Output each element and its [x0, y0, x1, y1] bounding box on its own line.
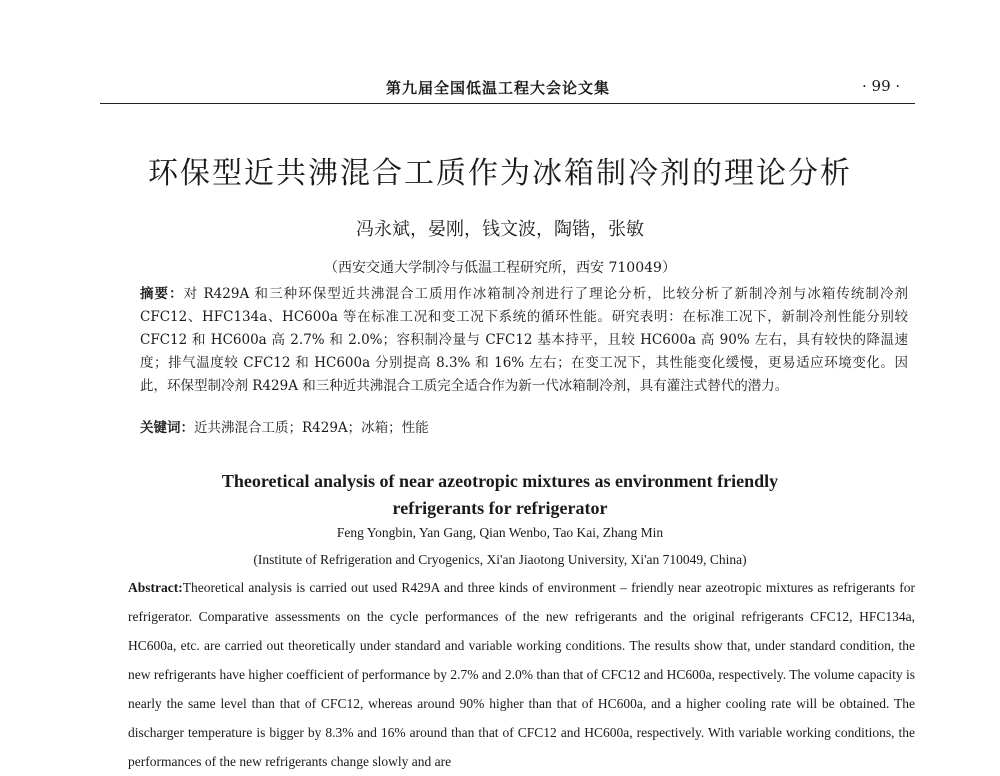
- chinese-keywords-text: 近共沸混合工质；R429A；冰箱；性能: [194, 420, 429, 436]
- chinese-affiliation: （西安交通大学制冷与低温工程研究所，西安 710049）: [324, 260, 676, 276]
- chinese-keywords: [140, 416, 429, 436]
- chinese-authors: 冯永斌，晏刚，钱文波，陶锴，张敏: [356, 219, 644, 240]
- chinese-abstract: [112, 283, 908, 398]
- english-title-line-2: refrigerants for refrigerator: [392, 498, 608, 518]
- chinese-abstract-label: 摘要：: [140, 286, 184, 302]
- english-abstract-label: Abstract:: [128, 580, 183, 595]
- page-number: · 99 ·: [862, 77, 901, 95]
- header-rule: [100, 103, 915, 104]
- journal-title: 第九届全国低温工程大会论文集: [386, 79, 611, 97]
- english-title: [0, 468, 1000, 522]
- chinese-abstract-text: 对 R429A 和三种环保型近共沸混合工质用作冰箱制冷剂进行了理论分析，比较分析了新制冷剂与冰箱传统制冷剂 CFC12、HFC134a、HC600a 等在标准工况和变工况下系统的循环性能。研究表明：在标准工况下，新制冷剂性能分别较 CFC12 和 HC600a 高 2.7% 和 2.0%；容积制冷量与 CFC12 基本持平，且较 HC600a 高 90% 左右，具有较快的降温速度；排气温度较 CFC12 和 HC600a 分别提高 8.3% 和 16% 左右；在变工况下，其性能变化缓慢，更易适应环境变化。因此，环保型制冷剂 R429A 和三种近共沸混合工质完全适合作为新一代冰箱制冷剂，具有灌注式替代的潜力。: [140, 286, 909, 394]
- english-title-line-1: Theoretical analysis of near azeotropic mixtures as environment friendly: [221, 471, 779, 491]
- chinese-keywords-label: 关键词：: [140, 420, 194, 436]
- english-affiliation: (Institute of Refrigeration and Cryogenics, Xi'an Jiaotong University, Xi'an 710049, China): [253, 552, 747, 567]
- english-abstract-text: Theoretical analysis is carried out used R429A and three kinds of environment – friendly near azeotropic mixtures as refrigerants for refrigerator. Comparative assessments on the cycle performances of the new refrigerants and the original refrigerants CFC12, HFC134a, HC600a, etc. are carried out theoretically under standard and variable working conditions. The results show that, under standard condition, the new refrigerants have higher coefficient of performance by 2.7% and 2.0% than that of CFC12 and HC600a, respectively. The volume capacity is nearly the same level than that of CFC12, whereas around 90% higher than that of HC600a, and a higher cooling rate will be obtained. The discharger temperature is bigger by 8.3% and 16% around than that of CFC12 and HC600a, respectively. With variable working conditions, the performances of the new refrigerants change slowly and are: [128, 580, 915, 769]
- english-authors: Feng Yongbin, Yan Gang, Qian Wenbo, Tao Kai, Zhang Min: [336, 525, 664, 540]
- english-abstract: [100, 573, 915, 776]
- chinese-title: 环保型近共沸混合工质作为冰箱制冷剂的理论分析: [148, 156, 852, 191]
- page-header: [0, 0, 1000, 110]
